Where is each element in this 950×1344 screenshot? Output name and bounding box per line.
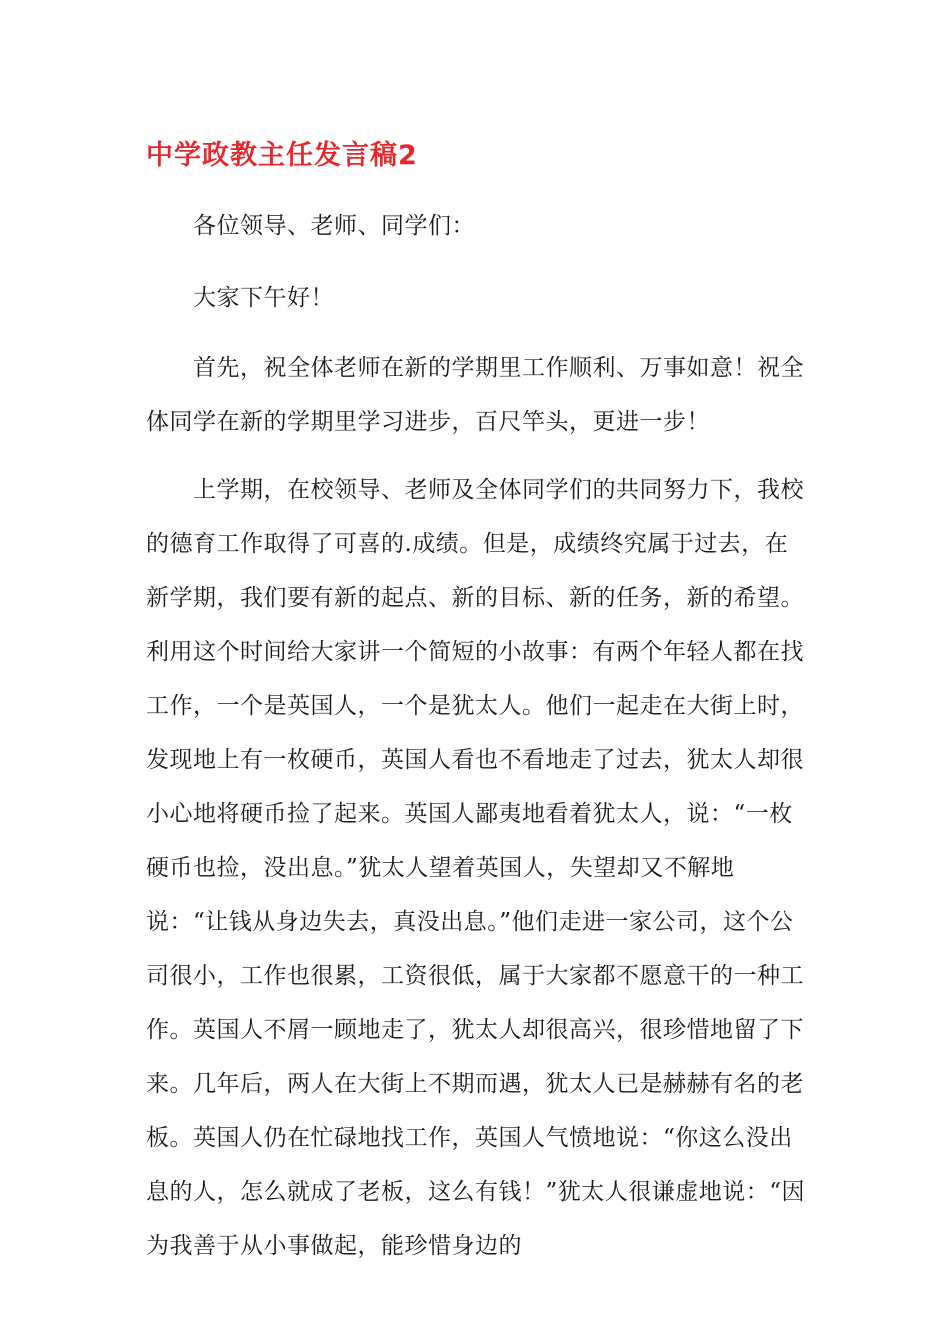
- paragraph-text: 上学期，在校领导、老师及全体同学们的共同努力下，我校的德育工作取得了可喜的.成绩。但是，成绩终究属于过去，在新学期，我们要有新的起点、新的目标、新的任务，新的希望。利用这个时间给大家讲一个简短的小故事：有两个年轻人都在找工作，一个是英国人，一个是犹太人。他们一起走在大街上时，发现地上有一枚硬币，英国人看也不看地走了过去，犹太人却很小心地将硬币捡了起来。英国人鄙夷地看着犹太人，说：“一枚硬币也捡，没出息。”犹太人望着英国人，失望却又不解地说：“让钱从身边失去，真没出息。”他们走进一家公司，这个公司很小，工作也很累，工资很低，属于大家都不愿意干的一种工作。英国人不屑一顾地走了，犹太人却很高兴，很珍惜地留了下来。几年后，两人在大街上不期而遇，犹太人已是赫赫有名的老板。英国人仍在忙碌地找工作，英国人气愤地说：“你这么没出息的人，怎么就成了老板，这么有钱！”犹太人很谦虚地说：“因为我善于从小事做起，能珍惜身边的: [146, 477, 806, 1259]
- paragraph-text: 各位领导、老师、同学们：: [193, 213, 475, 239]
- paragraph-text: 首先，祝全体老师在新的学期里工作顺利、万事如意！祝全体同学在新的学期里学习进步，百尺竿头，更进一步！: [146, 355, 804, 435]
- document-title: 中学政教主任发言稿2: [146, 140, 418, 171]
- paragraph-wishes: [146, 341, 806, 449]
- paragraph-salutation: [146, 271, 806, 325]
- paragraph-story: [146, 463, 806, 1273]
- paragraph-text: 大家下午好！: [193, 285, 334, 311]
- paragraph-greeting: [146, 199, 806, 253]
